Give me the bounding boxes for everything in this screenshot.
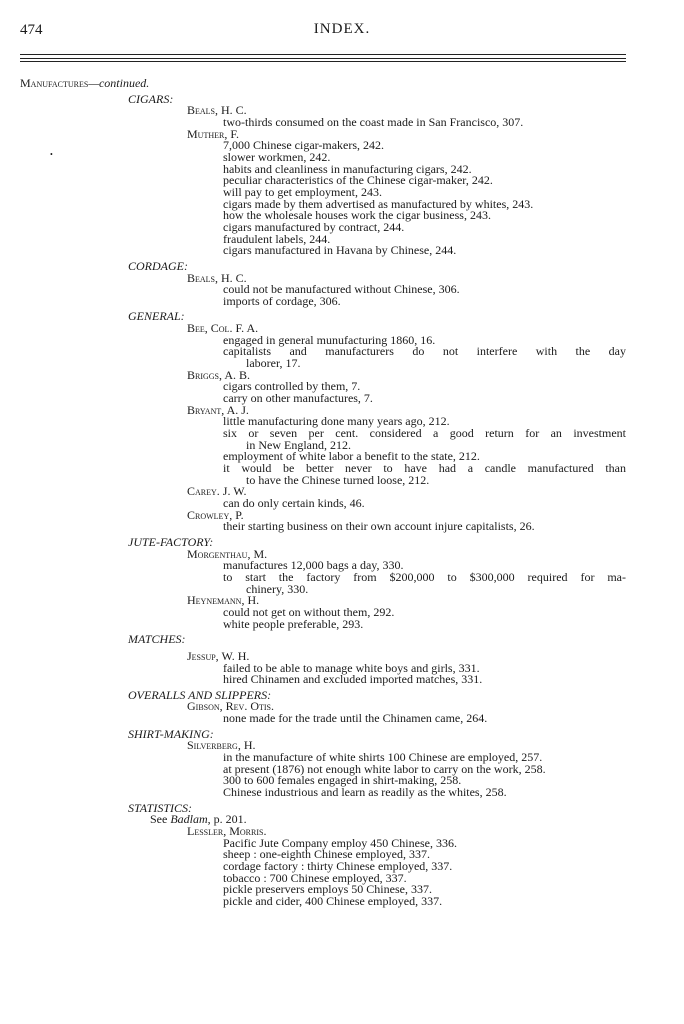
- header-rule: [20, 61, 626, 62]
- index-entry-continuation: in New England, 212.: [246, 437, 351, 452]
- index-entry: carry on other manufactures, 7.: [223, 391, 373, 406]
- category-heading: STATISTICS:: [128, 800, 193, 815]
- witness-name: Jessup, W. H.: [187, 648, 250, 663]
- index-entry: white people preferable, 293.: [223, 616, 364, 631]
- index-body: [0, 78, 684, 908]
- see-name: Badlam: [170, 812, 208, 827]
- index-entry: manufactures 12,000 bags a day, 330.: [223, 558, 404, 573]
- category-heading: MATCHES:: [128, 632, 186, 647]
- index-entry-continuation: laborer, 17.: [246, 356, 301, 371]
- index-entry: none made for the trade until the Chinamen came, 264.: [223, 711, 488, 726]
- witness-name: Gibson, Rev. Otis.: [187, 699, 275, 714]
- witness-name: Beals, H. C.: [187, 103, 247, 118]
- index-entry-continuation: chinery, 330.: [246, 581, 309, 596]
- index-entry: cigars manufactured in Havana by Chinese, 244.: [223, 243, 457, 258]
- category-heading: CIGARS:: [128, 91, 174, 106]
- index-entry: will pay to get employment, 243.: [223, 184, 382, 199]
- index-entry: six or seven per cent. considered a good return for an investment: [223, 426, 626, 441]
- index-entry: 7,000 Chinese cigar-makers, 242.: [223, 138, 385, 153]
- index-heading: [20, 78, 684, 90]
- index-entry: tobacco : 700 Chinese employed, 337.: [223, 870, 407, 885]
- index-entry: cordage factory : thirty Chinese employed, 337.: [223, 859, 453, 873]
- index-entry: can do only certain kinds, 46.: [223, 495, 365, 510]
- see-label: See: [150, 812, 168, 827]
- index-entry-continuation: to have the Chinese turned loose, 212.: [246, 472, 430, 487]
- index-entry: habits and cleanliness in manufacturing cigars, 242.: [223, 161, 472, 176]
- index-entry: Pacific Jute Company employ 450 Chinese, 336.: [223, 835, 457, 850]
- index-entry: could not be manufactured without Chinese, 306.: [223, 282, 460, 297]
- page-title: INDEX.: [313, 21, 371, 37]
- index-entry: their starting business on their own account injure capitalists, 26.: [223, 519, 535, 534]
- witness-name: Bryant, A. J.: [187, 402, 249, 417]
- index-entry: it would be better never to have had a candle manufactured than: [223, 461, 626, 475]
- stray-mark: •: [50, 150, 53, 159]
- category-heading: JUTE-FACTORY:: [128, 534, 214, 549]
- witness-name: Crowley, P.: [187, 507, 244, 522]
- witness-name: Silverberg, H.: [187, 738, 256, 753]
- index-entry: peculiar characteristics of the Chinese cigar-maker, 242.: [223, 173, 493, 188]
- index-entry: employment of white labor a benefit to the state, 212.: [223, 449, 480, 464]
- index-entry: to start the factory from $200,000 to $300,000 required for ma-: [223, 569, 626, 584]
- witness-name: Morgenthau, M.: [187, 546, 268, 561]
- index-entry: imports of cordage, 306.: [223, 293, 341, 308]
- see-page: , p. 201.: [207, 812, 247, 827]
- index-entry: could not get on without them, 292.: [223, 604, 395, 619]
- index-entry: pickle and cider, 400 Chinese employed, 337.: [223, 893, 443, 908]
- index-entry: sheep : one-eighth Chinese employed, 337.: [223, 847, 430, 862]
- index-entry: cigars made by them advertised as manufactured by whites, 243.: [223, 196, 534, 211]
- category-heading: SHIRT-MAKING:: [128, 726, 214, 741]
- witness-name: Muther, F.: [187, 126, 240, 141]
- witness-name: Bee, Col. F. A.: [187, 321, 259, 336]
- index-entry: in the manufacture of white shirts 100 Chinese are employed, 257.: [223, 750, 543, 765]
- index-entry: engaged in general munufacturing 1860, 16.: [223, 332, 436, 347]
- category-heading: CORDAGE:: [128, 258, 188, 273]
- heading-label: Manufactures: [20, 76, 89, 90]
- index-entry: Chinese industrious and learn as readily as the whites, 258.: [223, 785, 507, 800]
- witness-name: Briggs, A. B.: [187, 367, 251, 382]
- witness-name: Carey. J. W.: [187, 484, 247, 499]
- index-entry: how the wholesale houses work the cigar business, 243.: [223, 208, 491, 223]
- header-rule: [20, 54, 626, 55]
- index-entry: 300 to 600 females engaged in shirt-making, 258.: [223, 773, 462, 788]
- header-rule: [20, 58, 626, 59]
- index-entry: pickle preservers employs 50 Chinese, 337.: [223, 882, 432, 897]
- index-entry: slower workmen, 242.: [223, 149, 331, 164]
- index-entry: hired Chinamen and excluded imported matches, 331.: [223, 672, 483, 687]
- index-entry: capitalists and manufacturers do not interfere with the day: [223, 344, 626, 359]
- index-entry: fraudulent labels, 244.: [223, 231, 331, 246]
- index-entry: cigars manufactured by contract, 244.: [223, 219, 405, 234]
- index-entry: little manufacturing done many years ago, 212.: [223, 414, 450, 429]
- category-heading: GENERAL:: [128, 309, 185, 324]
- index-entry: failed to be able to manage white boys and girls, 331.: [223, 660, 480, 675]
- index-entry: cigars controlled by them, 7.: [223, 379, 361, 394]
- witness-name: Beals, H. C.: [187, 270, 247, 285]
- witness-name: Lessler, Morris.: [187, 824, 267, 839]
- index-sections: [0, 91, 684, 908]
- page-number: 474: [20, 22, 43, 38]
- witness-name: Heynemann, H.: [187, 593, 260, 608]
- index-entry: at present (1876) not enough white labor to carry on the work, 258.: [223, 761, 546, 776]
- heading-suffix: —continued.: [88, 76, 150, 90]
- index-entry: two-thirds consumed on the coast made in San Francisco, 307.: [223, 114, 524, 129]
- category-heading: OVERALLS AND SLIPPERS:: [128, 687, 272, 702]
